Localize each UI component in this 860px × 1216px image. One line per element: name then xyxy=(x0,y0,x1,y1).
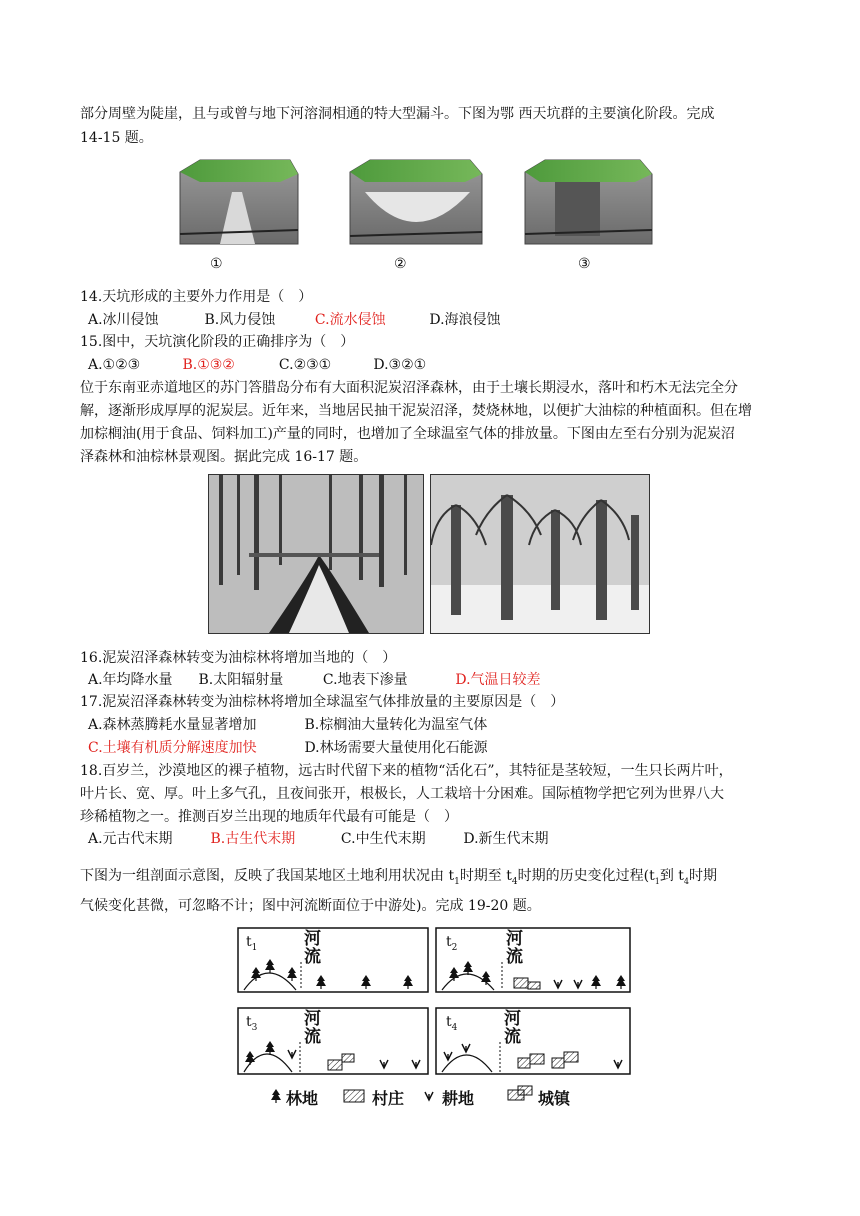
q16-option-a: A.年均降水量 xyxy=(88,672,173,688)
q16-option-d: D.气温日较差 xyxy=(455,672,541,688)
passage3-text-d: 到 t xyxy=(659,868,684,884)
stage-3-block xyxy=(525,160,652,244)
q17-stem: 17.泥炭沼泽森林转变为油棕林将增加全球温室气体排放量的主要原因是（ ） xyxy=(80,694,565,710)
passage3-text-e: 时期 xyxy=(688,868,717,884)
passage3-text-c: 时期的历史变化过程(t xyxy=(517,868,655,884)
river-label-t4: 河流 xyxy=(504,1009,521,1047)
q17-options-row-1 xyxy=(88,715,487,735)
passage3-sub-4: 4 xyxy=(683,876,689,886)
panel-label-t1-main: t xyxy=(246,934,252,950)
river-label-t2: 河流 xyxy=(506,929,523,967)
q16-option-b: B.太阳辐射量 xyxy=(198,672,284,688)
passage2-line-4: 泽森林和油棕林景观图。据此完成 16-17 题。 xyxy=(80,449,368,465)
q16-stem: 16.泥炭沼泽森林转变为油棕林将增加当地的（ ） xyxy=(80,650,397,666)
panel-label-t4-main: t xyxy=(446,1014,452,1030)
q14-option-c: C.流水侵蚀 xyxy=(314,312,386,328)
q15-options xyxy=(88,355,426,375)
q15-stem: 15.图中，天坑演化阶段的正确排序为（ ） xyxy=(80,334,355,350)
land-use-figure xyxy=(236,926,636,1116)
panel-label-t2 xyxy=(446,934,457,953)
q18-line-3: 珍稀植物之一。推测百岁兰出现的地质年代最有可能是（ ） xyxy=(80,809,458,825)
river-label-t1: 河流 xyxy=(304,929,321,967)
q14-option-b: B.风力侵蚀 xyxy=(204,312,276,328)
stage-label-2: ② xyxy=(394,256,407,272)
passage3-sub-3: 1 xyxy=(654,876,660,886)
q16-option-c: C.地表下渗量 xyxy=(322,672,408,688)
passage3-line-2: 气候变化甚微，可忽略不计；图中河流断面位于中游处)。完成 19-20 题。 xyxy=(80,898,541,914)
q15-option-d: D.③②① xyxy=(373,357,427,373)
panel-label-t1 xyxy=(246,934,257,953)
passage2-line-3: 加棕榈油(用于食品、饲料加工)产量的同时，也增加了全球温室气体的排放量。下图由左至右分别为泥炭沼 xyxy=(80,426,735,442)
legend-town: 城镇 xyxy=(538,1089,571,1108)
passage3-line-1 xyxy=(80,866,717,892)
panel-label-t3-main: t xyxy=(246,1014,252,1030)
q14-stem: 14.天坑形成的主要外力作用是（ ） xyxy=(80,289,313,305)
q17-option-c: C.土壤有机质分解速度加快 xyxy=(88,740,257,756)
q18-option-a: A.元古代末期 xyxy=(88,831,173,847)
stage-label-3: ③ xyxy=(578,256,591,272)
panel-label-t1-sub: 1 xyxy=(251,942,258,953)
q17-options-row-2 xyxy=(88,738,488,758)
passage3-sub-1: 1 xyxy=(454,876,460,887)
panel-label-t4 xyxy=(446,1014,457,1033)
passage2-line-1: 位于东南亚赤道地区的苏门答腊岛分布有大面积泥炭沼泽森林，由于土壤长期浸水，落叶和朽木无法完全分 xyxy=(80,380,738,396)
intro-line-1: 部分周壁为陡崖，且与或曾与地下河溶洞相通的特大型漏斗。下图为鄂 西天坑群的主要演化阶段。完成 xyxy=(80,106,715,122)
q18-option-c: C.中生代末期 xyxy=(340,831,426,847)
q16-options xyxy=(88,670,541,690)
q18-line-1: 18.百岁兰，沙漠地区的裸子植物，远古时代留下来的植物“活化石”，其特征是茎较短，一生只长两片叶， xyxy=(80,763,733,779)
panel-label-t3-sub: 3 xyxy=(251,1022,258,1033)
q15-option-b: B.①③② xyxy=(182,357,235,373)
stage-label-1: ① xyxy=(210,256,223,272)
q18-options xyxy=(88,829,549,849)
panel-t1 xyxy=(238,928,428,992)
q18-line-2: 叶片长、宽、厚。叶上多气孔，且夜间张开，根极长，人工栽培十分困难。国际植物学把它列为世界八大 xyxy=(80,786,724,802)
stage-1-block xyxy=(180,160,298,244)
oil-palm-forest-photo xyxy=(430,474,650,634)
q18-option-b: B.古生代末期 xyxy=(210,831,296,847)
peat-swamp-forest-photo xyxy=(208,474,424,634)
stage-2-block xyxy=(350,160,482,244)
panel-label-t3 xyxy=(246,1014,257,1033)
q15-option-c: C.②③① xyxy=(278,357,332,373)
legend-forest: 林地 xyxy=(286,1089,319,1108)
q14-option-d: D.海浪侵蚀 xyxy=(429,312,501,328)
q18-option-d: D.新生代末期 xyxy=(463,831,549,847)
passage3-text-b: 时期至 t xyxy=(459,868,512,884)
panel-label-t2-sub: 2 xyxy=(451,942,458,953)
river-label-t3: 河流 xyxy=(304,1009,321,1047)
q14-option-a: A.冰川侵蚀 xyxy=(88,312,159,328)
panel-label-t2-main: t xyxy=(446,934,452,950)
q17-option-d: D.林场需要大量使用化石能源 xyxy=(304,740,488,756)
passage3-text-a: 下图为一组剖面示意图，反映了我国某地区土地利用状况由 t xyxy=(80,868,455,884)
passage3-sub-2: 4 xyxy=(511,876,518,887)
q14-options xyxy=(88,310,501,330)
legend-village: 村庄 xyxy=(372,1089,405,1108)
intro-line-2: 14-15 题。 xyxy=(80,130,153,146)
q17-option-b: B.棕榈油大量转化为温室气体 xyxy=(304,717,488,733)
passage2-line-2: 解，逐渐形成厚厚的泥炭层。近年来，当地居民抽干泥炭沼泽，焚烧林地，以便扩大油棕的种植面积。但在增 xyxy=(80,403,752,419)
sinkhole-figure xyxy=(170,152,710,277)
panel-label-t4-sub: 4 xyxy=(451,1022,458,1033)
legend-farmland: 耕地 xyxy=(442,1089,475,1108)
q15-option-a: A.①②③ xyxy=(88,357,141,373)
q17-option-a: A.森林蒸腾耗水量显著增加 xyxy=(88,717,257,733)
